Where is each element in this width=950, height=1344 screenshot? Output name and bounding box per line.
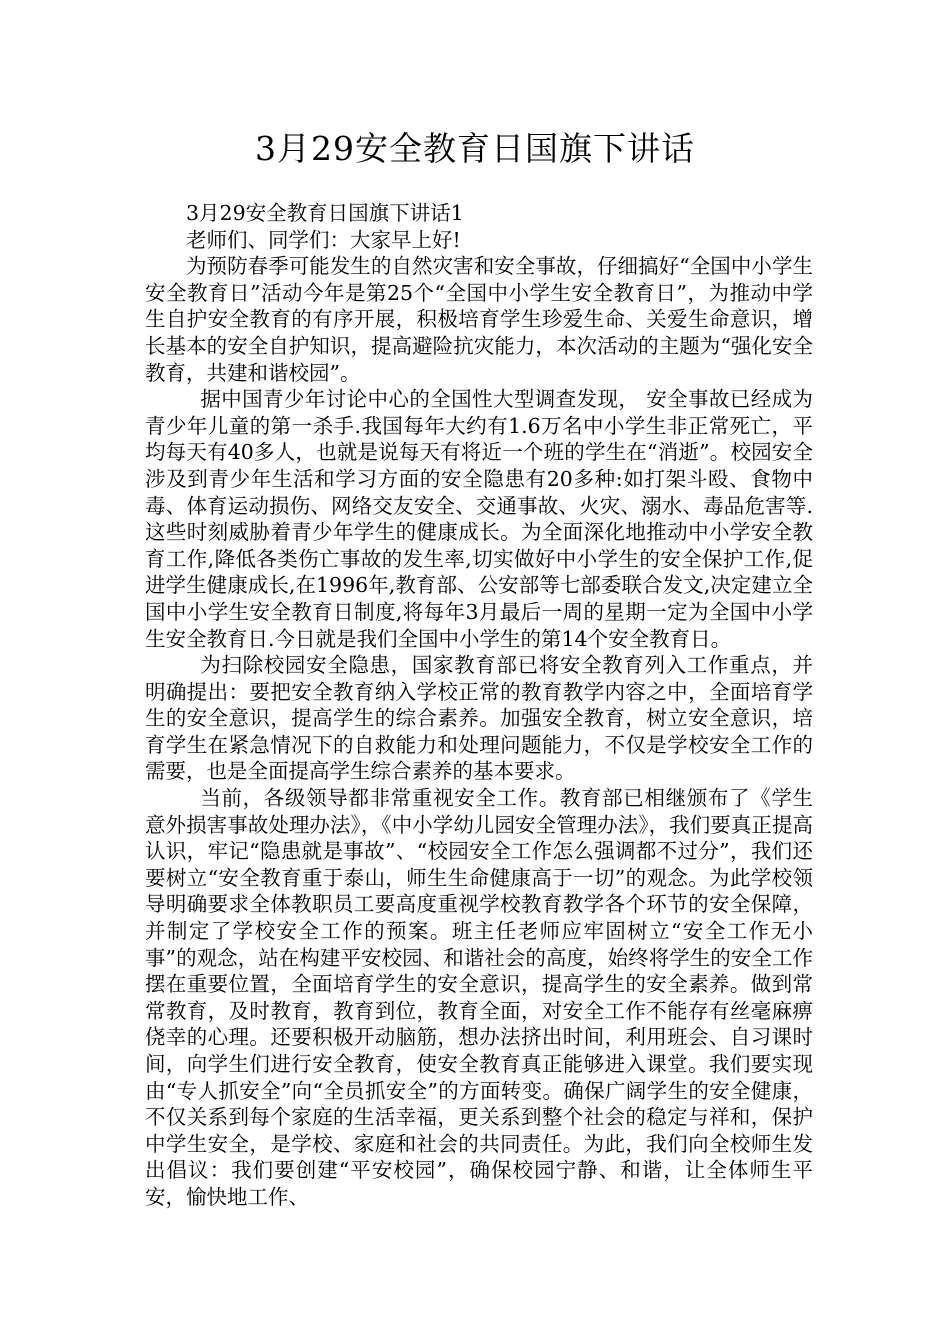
- paragraph-4: 当前，各级领导都非常重视安全工作。教育部已相继颁布了《学生意外损害事故处理办法》，《中小学幼儿园安全管理办法》，我们要真正提高认识，牢记“隐患就是事故”、“校园安全工作怎么强调都不过分”，我们还要树立“安全教育重于泰山，师生生命健康高于一切”的观念。为此学校领导明确要求全体教职员工要高度重视学校教育教学各个环节的安全保障，并制定了学校安全工作的预案。班主任老师应牢固树立“安全工作无小事”的观念，站在构建平安校园、和谐社会的高度，始终将学生的安全工作摆在重要位置，全面培育学生的安全意识，提高学生的安全素养。做到常常教育，及时教育，教育到位，教育全面，对安全工作不能存有丝毫麻痹侥幸的心理。还要积极开动脑筋，想办法挤出时间，利用班会、自习课时间，向学生们进行安全教育，使安全教育真正能够进入课堂。我们要实现由“专人抓安全”向“全员抓安全”的方面转变。确保广阔学生的安全健康，不仅关系到每个家庭的生活幸福，更关系到整个社会的稳定与祥和，保护中学生安全，是学校、家庭和社会的共同责任。为此，我们向全校师生发出倡议：我们要创建“平安校园”，确保校园宁静、和谐，让全体师生平安，愉快地工作、: [145, 786, 813, 1209]
- document-body: [145, 200, 813, 1211]
- paragraph-3: 为扫除校园安全隐患，国家教育部已将安全教育列入工作重点，并明确提出：要把安全教育纳入学校正常的教育教学内容之中，全面培育学生的安全意识，提高学生的综合素养。加强安全教育，树立安全意识，培育学生在紧急情况下的自救能力和处理问题能力，不仅是学校安全工作的需要，也是全面提高学生综合素养的基本要求。: [145, 653, 813, 784]
- page-title: 3月29安全教育日国旗下讲话: [255, 129, 695, 168]
- subtitle: 3月29安全教育日国旗下讲话1: [186, 201, 464, 225]
- greeting: 老师们、同学们：大家早上好!: [186, 227, 461, 252]
- paragraph-1: 为预防春季可能发生的自然灾害和安全事故，仔细搞好“全国中小学生安全教育日”活动今年是第25个“全国中小学生安全教育日”，为推动中学生自护安全教育的有序开展，积极培育学生珍爱生命、关爱生命意识，增长基本的安全自护知识，提高避险抗灾能力，本次活动的主题为“强化安全教育，共建和谐校园”。: [145, 254, 813, 385]
- paragraph-2: 据中国青少年讨论中心的全国性大型调查发现， 安全事故已经成为青少年儿童的第一杀手.我国每年大约有1.6万名中小学生非正常死亡，平均每天有40多人，也就是说每天有将近一个班的学生在“消逝”。校园安全涉及到青少年生活和学习方面的安全隐患有20多种:如打架斗殴、食物中毒、体育运动损伤、网络交友安全、交通事故、火灾、溺水、毒品危害等.这些时刻威胁着青少年学生的健康成长。为全面深化地推动中小学安全教育工作,降低各类伤亡事故的发生率,切实做好中小学生的安全保护工作,促进学生健康成长,在1996年,教育部、公安部等七部委联合发文,决定建立全国中小学生安全教育日制度,将每年3月最后一周的星期一定为全国中小学生安全教育日.今日就是我们全国中小学生的第14个安全教育日。: [145, 387, 813, 651]
